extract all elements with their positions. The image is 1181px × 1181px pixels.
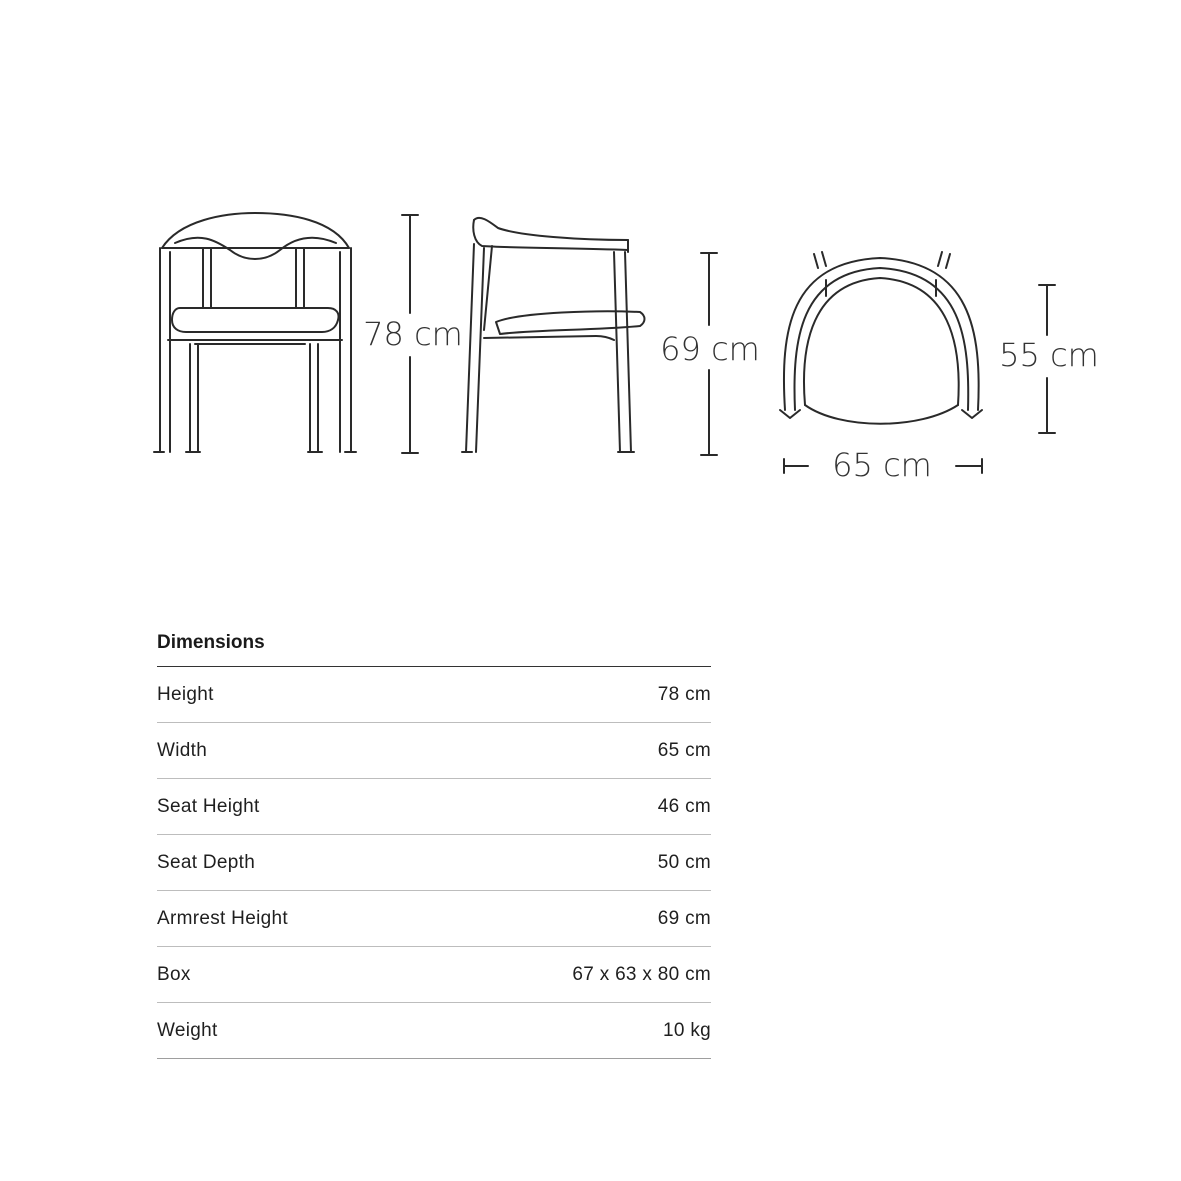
row-value: 46 cm: [657, 795, 711, 817]
armrest-height-label: 69 cm: [660, 330, 760, 368]
row-value: 10 kg: [663, 1019, 711, 1041]
top-depth-label: 55 cm: [999, 336, 1099, 374]
row-value: 67 x 63 x 80 cm: [572, 963, 711, 985]
table-row: [157, 891, 711, 947]
row-label: Weight: [157, 1019, 218, 1041]
row-value: 50 cm: [657, 851, 711, 873]
row-value: 65 cm: [657, 739, 711, 761]
row-value: 78 cm: [657, 683, 711, 705]
row-label: Armrest Height: [157, 907, 288, 929]
row-label: Box: [157, 963, 191, 985]
row-label: Height: [157, 683, 214, 705]
row-label: Width: [157, 739, 208, 761]
row-label: Seat Height: [157, 795, 260, 817]
row-value: 69 cm: [657, 907, 711, 929]
table-row: [157, 723, 711, 779]
table-row: [157, 779, 711, 835]
top-width-label: 65 cm: [832, 446, 932, 484]
dimensions-table: [157, 620, 711, 1059]
table-row: [157, 1003, 711, 1059]
table-row: [157, 667, 711, 723]
table-row: [157, 947, 711, 1003]
row-label: Seat Depth: [157, 851, 256, 873]
chair-front-view: [154, 213, 356, 452]
dimensions-title: Dimensions: [157, 620, 711, 667]
front-height-label: 78 cm: [363, 315, 463, 353]
table-row: [157, 835, 711, 891]
chair-top-view: [780, 252, 982, 424]
chair-side-view: [462, 218, 645, 452]
